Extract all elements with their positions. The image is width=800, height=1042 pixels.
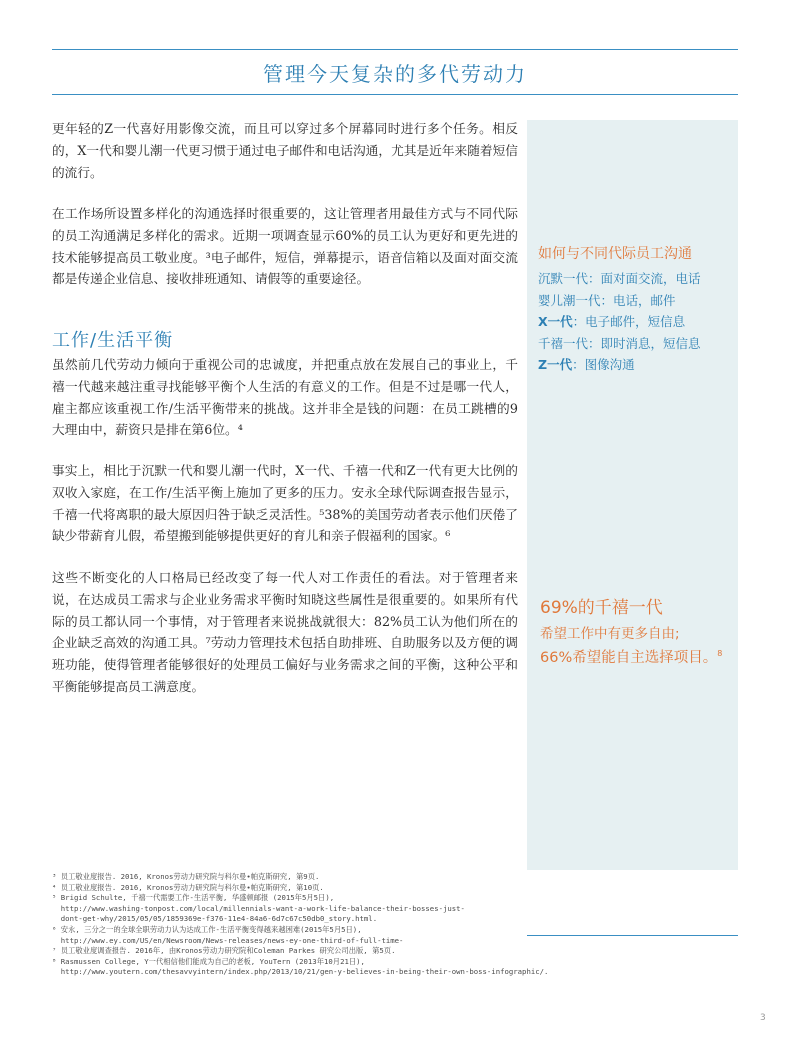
list-item (538, 333, 701, 355)
list-item (538, 290, 701, 312)
list-item (538, 268, 701, 290)
communication-list (538, 268, 701, 376)
footnote: ⁵ Brigid Schulte, 千禧一代需要工作-生活平衡, 华盛顿邮报 (2015年5月5日), (52, 893, 335, 903)
channel-text: ：图像沟通 (572, 357, 635, 372)
generation-label: Z一代 (538, 357, 573, 372)
generation-label: X一代 (538, 314, 573, 329)
footnote: dont-get-why/2015/05/05/1859369e-f376-11e4-84a6-6d7c67c50db0_story.html. (52, 914, 378, 924)
footnote: ⁸ Rasmussen College, Y一代相信他们能成为自己的老板, YouTern (2013年10月21日), (52, 956, 365, 966)
channel-text: ：即时消息，短信息 (588, 335, 701, 351)
footnote: ⁴ 员工敬业度报告. 2016, Kronos劳动力研究院与科尔曼•帕克斯研究, 第10页. (52, 882, 324, 892)
body-paragraph: 虽然前几代劳动力倾向于重视公司的忠诚度，并把重点放在发展自己的事业上，千禧一代越来越注重寻找能够平衡个人生活的有意义的工作。但是不过是哪一代人，雇主都应该重视工作/生活平衡带来的挑战。这并非全是钱的问题：在员工跳槽的9大理由中，薪资只是排在第6位。⁴ (52, 357, 518, 438)
header-top-rule (52, 49, 738, 50)
footnote: http://www.washing-tonpost.com/local/millennials-want-a-work-life-balance-their-bosses-just- (52, 903, 465, 913)
body-paragraph: 事实上，相比于沉默一代和婴儿潮一代时，X一代、千禧一代和Z一代有更大比例的双收入家庭，在工作/生活平衡上施加了更多的压力。安永全球代际调查报告显示，千禧一代将离职的最大原因归咎于缺乏灵活性。⁵38%的美国劳动者表示他们厌倦了缺少带薪育儿假，希望搬到能够提供更好的育儿和亲子假福利的国家。⁶ (52, 463, 518, 544)
body-paragraph: 在工作场所设置多样化的沟通选择时很重要的，这让管理者用最佳方式与不同代际的员工沟通满足多样化的需求。近期一项调查显示60%的员工认为更好和更先进的技术能够提高员工敬业度。³电子邮件，短信，弹幕提示，语音信箱以及面对面交流都是传递企业信息、接收排班通知、请假等的重要途径。 (52, 206, 518, 287)
sidebar-heading: 如何与不同代际员工沟通 (538, 246, 692, 262)
section-heading: 工作/生活平衡 (52, 330, 174, 351)
footnote: http://www.ey.com/US/en/Newsroom/News-releases/news-ey-one-third-of-full-time- (52, 935, 404, 945)
footnote-ref: 8 (717, 649, 723, 659)
footnote: http://www.youtern.com/thesavvyintern/index.php/2013/10/21/gen-y-believes-in-being-their-own-boss-infographic/. (52, 967, 549, 977)
body-paragraph: 更年轻的Z一代喜好用影像交流，而且可以穿过多个屏幕同时进行多个任务。相反的，X一代和婴儿潮一代更习惯于通过电子邮件和电话沟通，尤其是近年来随着短信的流行。 (52, 121, 518, 180)
channel-text: ：电话，邮件 (600, 292, 676, 308)
page-number: 3 (760, 1013, 766, 1023)
stat-callout-line (540, 646, 722, 667)
list-item (538, 311, 701, 333)
footnote: ³ 员工敬业度报告. 2016, Kronos劳动力研究院与科尔曼•帕克斯研究, 第9页. (52, 872, 320, 881)
page-title: 管理今天复杂的多代劳动力 (263, 62, 527, 86)
sidebar-panel (527, 120, 738, 870)
channel-text: ：面对面交流，电话 (588, 271, 701, 286)
generation-label: 婴儿潮一代 (538, 292, 601, 308)
footnotes (52, 872, 712, 978)
footnote: ⁷ 员工敬业度调查报告. 2016年, 由Kronos劳动力研究院和Coleman Parkes 研究公司出版, 第5页. (52, 946, 396, 956)
header-bottom-rule (52, 94, 738, 95)
stat-callout-text: 66%希望能自主选择项目。 (540, 650, 718, 666)
list-item (538, 354, 701, 376)
footnote: ⁶ 安永, 三分之一的全球全职劳动力认为达成工作-生活平衡变得越来越困难(2015年5月5日), (52, 924, 362, 934)
generation-label: 千禧一代 (538, 335, 589, 351)
channel-text: ：电子邮件，短信息 (572, 314, 686, 329)
stat-callout-line: 希望工作中有更多自由; (540, 626, 680, 642)
stat-callout-title: 69%的千禧一代 (540, 598, 663, 618)
generation-label: 沉默一代 (538, 271, 589, 286)
body-paragraph: 这些不断变化的人口格局已经改变了每一代人对工作责任的看法。对于管理者来说，在达成员工需求与企业业务需求平衡时知晓这些属性是很重要的。如果所有代际的员工都认同一个事情，对于管理者来说挑战就很大：82%员工认为他们所在的企业缺乏高效的沟通工具。⁷劳动力管理技术包括自助排班、自助服务以及方便的调班功能，使得管理者能够很好的处理员工偏好与业务需求之间的平衡，这种公平和平衡能够提高员工满意度。 (52, 570, 518, 694)
